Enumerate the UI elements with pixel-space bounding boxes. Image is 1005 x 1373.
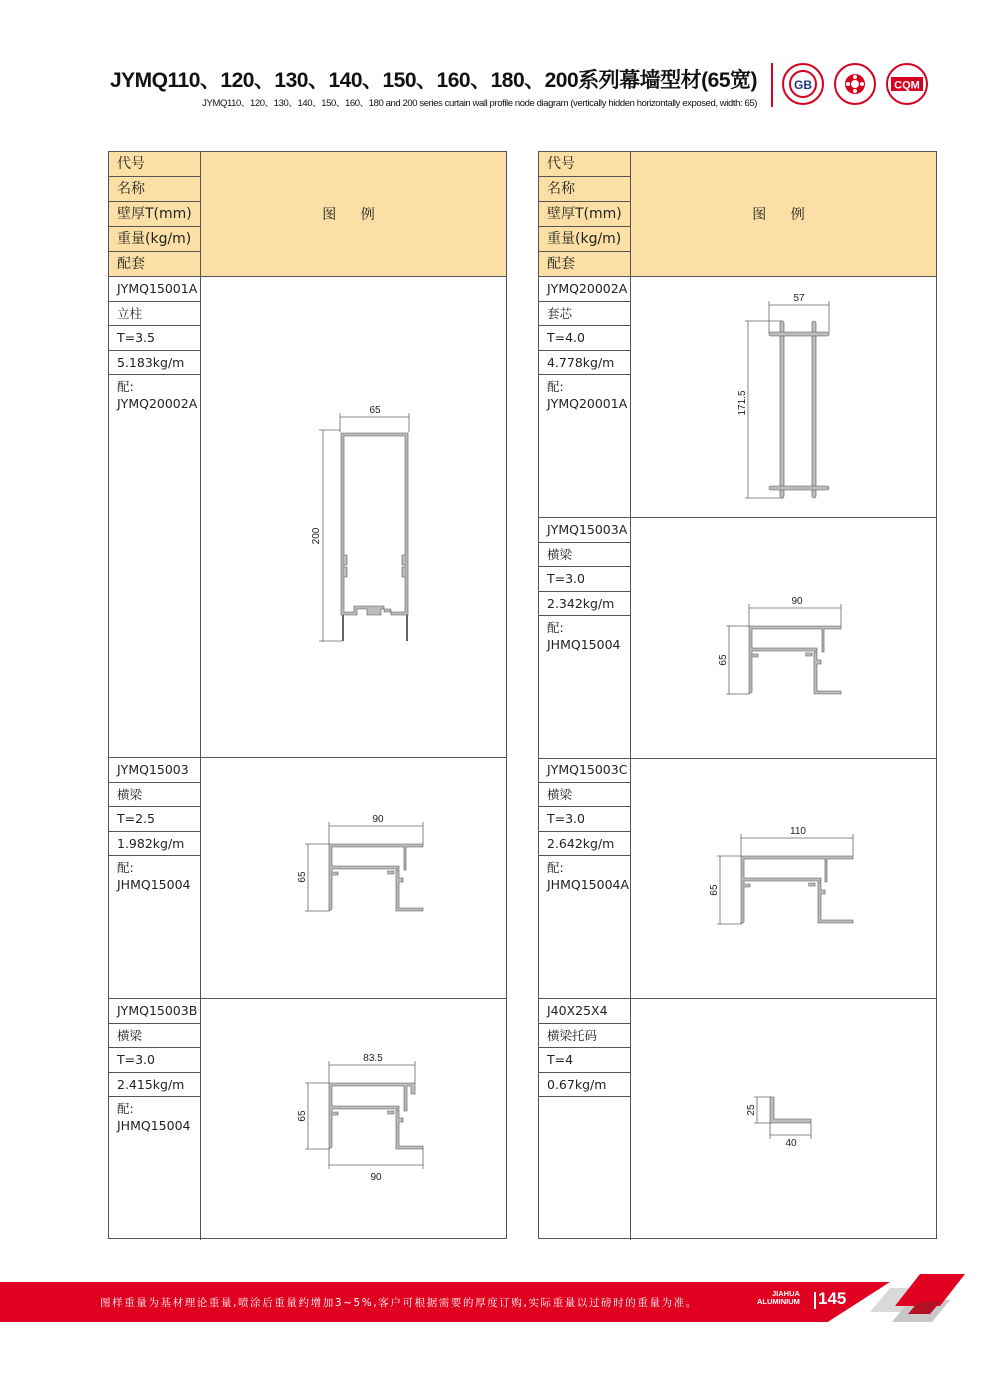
profile-weight: 2.342kg/m: [539, 592, 630, 617]
certification-logos: [782, 63, 928, 105]
profile-name: 套芯: [539, 302, 630, 327]
profile-diagram-jymq15003: [201, 758, 506, 998]
dim-width: 65: [369, 405, 381, 416]
left-column: [108, 151, 507, 1239]
profile-match: JYMQ20001A: [547, 396, 628, 411]
profile-match-label: 配:: [117, 379, 134, 394]
profile-match: JHMQ15004A: [547, 877, 630, 892]
dim-width-bottom: 90: [370, 1172, 382, 1183]
dim-width: 90: [372, 814, 384, 825]
profile-thickness: T=4: [539, 1048, 630, 1073]
dim-width: 110: [790, 826, 806, 837]
profile-match: JHMQ15004: [117, 877, 191, 892]
table-row: [539, 758, 936, 999]
footer-note: 图样重量为基材理论重量,喷涂后重量约增加3~5%,客户可根据需要的厚度订购,实际重量以过磅时的重量为准。: [100, 1297, 698, 1309]
brand-bottom: ALUMINIUM: [757, 1297, 800, 1306]
svg-text:CQM: CQM: [894, 79, 920, 92]
profile-diagram-jymq20002a: [631, 277, 936, 517]
profile-weight: 5.183kg/m: [109, 351, 200, 376]
profile-name: 横梁: [109, 1024, 200, 1049]
table-row: [109, 758, 506, 999]
profile-match-label: 配:: [117, 860, 134, 875]
profile-code: JYMQ15003C: [539, 758, 630, 783]
header-weight-label: 重量(kg/m): [109, 227, 201, 252]
page-number: 145: [818, 1289, 847, 1308]
header-match-label: 配套: [109, 252, 201, 276]
header-name-label: 名称: [109, 177, 201, 202]
footer-decoration-icon: [860, 1272, 970, 1328]
profile-diagram-jymq15001a: [201, 277, 506, 757]
header-legend: 图 例: [322, 207, 385, 223]
dim-height: 25: [746, 1104, 757, 1116]
dim-height: 65: [718, 654, 729, 666]
profile-code: JYMQ15003A: [539, 518, 630, 543]
profile-name: 横梁: [539, 783, 630, 808]
quality-award-logo-icon: [834, 63, 876, 105]
dim-height: 65: [709, 884, 720, 896]
profile-diagram-j40x25x4: [631, 999, 936, 1240]
table-header: [539, 152, 936, 277]
profile-thickness: T=3.5: [109, 326, 200, 351]
cqm-certification-logo-icon: [886, 63, 928, 105]
header-thickness-label: 壁厚T(mm): [539, 202, 631, 227]
profile-weight: 2.415kg/m: [109, 1073, 200, 1098]
profile-thickness: T=3.0: [539, 567, 630, 592]
profile-code: JYMQ20002A: [539, 277, 630, 302]
profile-thickness: T=3.0: [109, 1048, 200, 1073]
svg-text:GB: GB: [794, 78, 812, 92]
gb-certification-logo-icon: [782, 63, 824, 105]
header-thickness-label: 壁厚T(mm): [109, 202, 201, 227]
profile-match-label: 配:: [547, 379, 564, 394]
dim-width: 40: [785, 1138, 797, 1149]
brand-top: JIAHUA: [772, 1289, 800, 1298]
profile-match: JHMQ15004: [547, 637, 621, 652]
profile-diagram-jymq15003a: [631, 518, 936, 758]
profile-name: 横梁托码: [539, 1024, 630, 1049]
dim-height: 65: [297, 871, 308, 883]
profile-match: JYMQ20002A: [117, 396, 198, 411]
header-weight-label: 重量(kg/m): [539, 227, 631, 252]
header-match-label: 配套: [539, 252, 631, 276]
header-code-label: 代号: [539, 152, 631, 177]
profile-diagram-jymq15003b: [201, 999, 506, 1240]
title-divider: [771, 63, 773, 107]
profile-weight: 2.642kg/m: [539, 832, 630, 857]
dim-width-top: 83.5: [363, 1053, 383, 1064]
header-name-label: 名称: [539, 177, 631, 202]
profile-code: JYMQ15003B: [109, 999, 200, 1024]
table-row: [539, 999, 936, 1240]
profile-code: J40X25X4: [539, 999, 630, 1024]
profile-name: 立柱: [109, 302, 200, 327]
brand-logo: [757, 1290, 800, 1306]
profile-thickness: T=4.0: [539, 326, 630, 351]
page-subtitle: JYMQ110、120、130、140、150、160、180 and 200 series curtain wall profile node diagram (vertically hidden horizontally exposed, width: 65): [202, 98, 757, 109]
right-column: [538, 151, 937, 1239]
page-title: JYMQ110、120、130、140、150、160、180、200系列幕墙型材(65宽): [110, 69, 757, 92]
table-row: [109, 277, 506, 758]
profile-weight: 4.778kg/m: [539, 351, 630, 376]
dim-height: 171.5: [737, 390, 748, 416]
table-row: [539, 277, 936, 518]
profile-match-label: 配:: [547, 620, 564, 635]
profile-thickness: T=2.5: [109, 807, 200, 832]
profile-diagram-jymq15003c: [631, 758, 936, 998]
dim-height: 65: [297, 1110, 308, 1122]
header-code-label: 代号: [109, 152, 201, 177]
header-legend: 图 例: [752, 207, 815, 223]
profile-weight: 0.67kg/m: [539, 1073, 630, 1098]
profile-code: JYMQ15001A: [109, 277, 200, 302]
profile-weight: 1.982kg/m: [109, 832, 200, 857]
dim-width: 90: [791, 596, 803, 607]
profile-name: 横梁: [109, 783, 200, 808]
table-header: [109, 152, 506, 277]
profile-match: JHMQ15004: [117, 1118, 191, 1133]
profile-code: JYMQ15003: [109, 758, 200, 783]
profile-match-label: 配:: [547, 860, 564, 875]
table-row: [539, 518, 936, 759]
profile-name: 横梁: [539, 543, 630, 568]
page-divider: [814, 1292, 816, 1309]
profile-match-label: 配:: [117, 1101, 134, 1116]
profile-thickness: T=3.0: [539, 807, 630, 832]
dim-width: 57: [793, 293, 805, 304]
table-row: [109, 999, 506, 1240]
profile-table: [108, 151, 937, 1239]
dim-height: 200: [311, 527, 322, 545]
